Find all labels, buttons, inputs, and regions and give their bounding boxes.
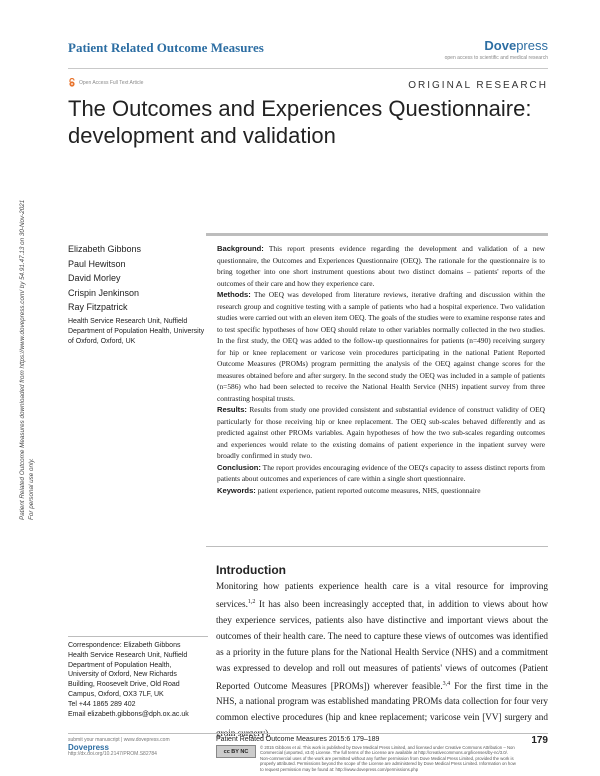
page-number: 179 (531, 735, 548, 746)
header-divider (68, 68, 548, 69)
footer-publisher: Dovepress (68, 743, 109, 752)
publisher-logo (484, 38, 548, 53)
correspondence-email[interactable]: Email elizabeth.gibbons@dph.ox.ac.uk (68, 710, 189, 718)
publisher-tagline: open access to scientific and medical research (444, 55, 548, 61)
abstract-methods: Methods: The OEQ was developed from literature reviews, iterative drafting and discussion within the research group and cognitive testing with a sample of patients who had a hospital experience. Two validation studies were carried out with an eleven item OEQ. The goals of the studies were to examine response rates and to test specific hypotheses of how OEQ should relate to other variables normally collected in the two studies. In the first study, the OEQ was added to the follow-up questionnaires for patients (n=490) receiving surgery for hip or knee replacement or varicose vein procedures participating in the national Patient Reported Outcome Measures (PROMs) program permitting the analysis of the OEQ against change scores for the measures obtained before and after surgery. In the second study the OEQ was included in a sample of patients (n=586) who had been selected to receive the National Health Service (NHS) inpatient survey from three contrasting hospital trusts. (217, 290, 545, 403)
footer-journal-citation: Patient Related Outcome Measures 2015:6 179–189 (216, 736, 380, 743)
open-access-label: Open Access Full Text Article (79, 79, 144, 86)
author-affiliation: Health Service Research Unit, Nuffield Department of Population Health, University of Oxford, Oxford, UK (68, 318, 205, 345)
license-text: © 2015 Gibbons et al. This work is published by Dove Medical Press Limited, and licensed under Creative Commons Attribution – Non Commercial (unported, v3.0) License. The full terms of the License are available at http://creativecommons.org/licenses/by-nc/3.0/. Non-commercial uses of the work are permitted without any further permission from Dove Medical Press Limited, provided the work is properly attributed. Permissions beyond the scope of the License are administered by Dove Medical Press Limited. Information on how to request permission may be found at: http://www.dovepress.com/permissions.php (260, 745, 516, 772)
citation-ref[interactable]: 3,4 (442, 680, 451, 687)
publisher-name: Dove (484, 38, 517, 53)
journal-name: Patient Related Outcome Measures (68, 40, 264, 55)
author-name: Crispin Jenkinson (68, 287, 140, 298)
correspondence-divider (68, 636, 208, 637)
open-lock-icon (68, 78, 76, 87)
introduction-heading: Introduction (216, 563, 286, 577)
author-name: David Morley (68, 273, 121, 283)
citation-ref[interactable]: 1,2 (247, 598, 256, 605)
abstract-keywords: Keywords: patient experience, patient reported outcome measures, NHS, questionnaire (217, 485, 481, 495)
author-list (68, 242, 141, 315)
abstract-background: Background: This report presents evidence regarding the development and validation of a new questionnaire, the Outcomes and Experiences Questionnaire (OEQ). The rationale for the questionnaire is to bring together into one short instrument questions about two distinct domains – patients' reports of the outcomes of their care and how they experience care. (217, 244, 545, 288)
introduction-body: Monitoring how patients experience health care is a vital resource for improving services.$^{1,2}$ It has also been increasingly accepted that, in addition to views about how they experience services, patients also have distinctive and important views about the outcomes of their health care. The need to capture these views of outcomes was identified as a priority in the future plans for the National Health Service (NHS) and a commitment was expressed to develop and roll out measures of patients' views of outcomes (Patient Reported Outcome Measures [PROMs]) wherever feasible.$^{3,4}$ For the first time in the NHS, a national program was established mandating PROMs data collection for four very common elective procedures (hip and knee replacement; varicose vein [VV] surgery and groin surgery). (216, 581, 548, 739)
author-name: Paul Hewitson (68, 258, 126, 269)
download-notice-line2: For personal use only. (28, 458, 35, 520)
open-access-badge (68, 78, 143, 87)
footer-divider (68, 733, 548, 734)
author-name: Elizabeth Gibbons (68, 244, 142, 254)
article-title: The Outcomes and Experiences Questionnaire: development and validation (68, 96, 532, 148)
download-notice (18, 140, 42, 520)
abstract-results: Results: Results from study one provided consistent and substantial evidence of construct validity of OEQ particularly for those receiving hip or knee replacement. The OEQ sub-scales behaved differently and as predicted against other PROMs variables. Again hypotheses of how the two sub-scales regarding outcomes and experiences would relate to the existing domains of patient experience in the inpatient survey were broadly confirmed in study two. (217, 405, 545, 460)
abstract-box (206, 233, 548, 547)
abstract-conclusion: Conclusion: The report provides encouraging evidence of the OEQ's capacity to assess distinct reports from patients about outcomes and experiences of care within a single short questionnaire. (217, 462, 545, 483)
submit-link[interactable]: submit your manuscript | www.dovepress.com (68, 737, 170, 743)
doi-link[interactable]: http://dx.doi.org/10.2147/PROM.S82784 (68, 751, 157, 757)
creative-commons-icon: cc BY NC (216, 745, 256, 758)
correspondence-block: Correspondence: Elizabeth Gibbons Health Service Research Unit, Nuffield Department of Population Health, University of Oxford, New Richards Building, Roosevelt Drive, Old Road Campus, Oxford, OX3 7LF, UK Tel +44 1865 289 402 Email elizabeth.gibbons@dph.ox.ac.uk (68, 641, 208, 719)
footer-license (216, 736, 516, 772)
download-notice-line1: Patient Related Outcome Measures downloaded from https://www.dovepress.com/ by 54.91.47.13 on 30-Nov-2021 (19, 199, 26, 520)
footer-left (68, 737, 198, 758)
author-name: Ray Fitzpatrick (68, 302, 128, 312)
publisher-suffix: press (516, 38, 548, 53)
article-type: ORIGINAL RESEARCH (408, 80, 548, 91)
